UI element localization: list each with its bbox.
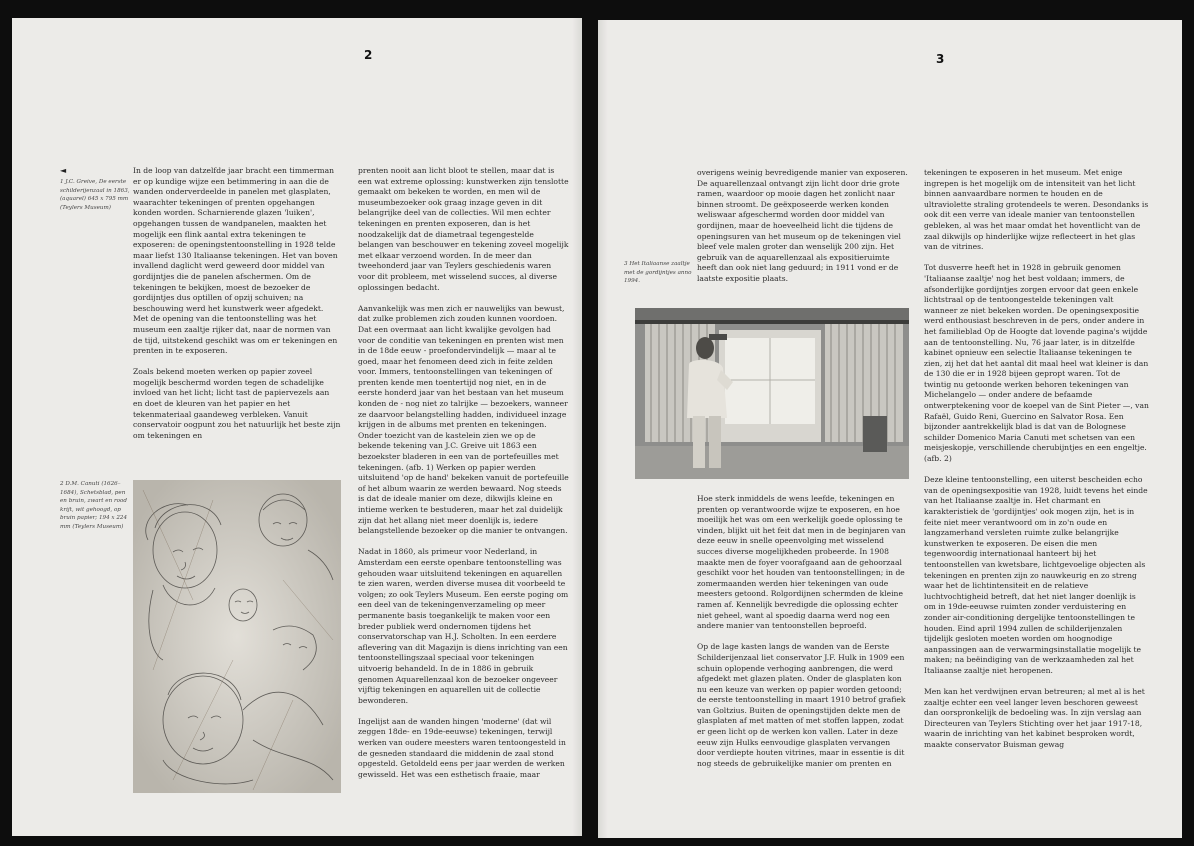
right-page [598, 20, 1182, 838]
paragraph: Zoals bekend moeten werken op papier zoveel mogelijk beschermd worden tegen de schadelijke invloed van het licht; licht tast de papiervezels aan en doet de kleuren van het papier en het tekenmateriaal gaandeweg verbleken. Vanuit conservatoir oogpunt zou het natuurlijk het beste zijn om tekeningen en [133, 367, 341, 440]
page-number: 3 [936, 52, 945, 66]
arrow-left-icon: ◄ [60, 166, 67, 175]
page-number: 2 [364, 48, 373, 62]
paragraph: In de loop van datzelfde jaar bracht een timmerman er op kundige wijze een betimmering in aan die de wanden onderverdeelde in panelen met glasplaten, waarachter tekeningen of prenten opgehangen konden worden. Scharnierende glazen 'luiken', opgehangen tussen de wandpanelen, maakten het mogelijk een flink aantal extra tekeningen te exposeren: de openingstentoonstelling in 1928 telde maar liefst 130 Italiaanse tekeningen. Het van boven invallend daglicht werd geweerd door middel van gordijntjes die de panelen afschermen. Om de tekeningen te bekijken, moest de bezoeker de gordijntjes dus optillen of opzij schuiven; na beschouwing werd het kunstwerk weer afgedekt. Met de opening van die tentoonstelling was het museum een zaaltje rijker dat, naar de normen van de tijd, uitstekend geschikt was om er tekeningen en prenten in te exposeren. [133, 166, 338, 356]
figure-sketch-sheet [133, 480, 341, 793]
paragraph: Deze kleine tentoonstelling, een uiterst bescheiden echo van de openingsexpositie van 1928, luidt tevens het einde van het Italiaanse zaaltje in. Het charmant en karakteristiek de 'gordijntjes' ook mogen zijn, het is in feite niet meer verantwoord om in zo'n oude en langzamerhand versleten ruimte zulke belangrijke kunstwerken te exposeren. De eisen die men tegenwoordig internationaal hanteert bij het tentoonstellen van kwetsbare, lichtgevoelige objecten als tekeningen en prenten zijn zo nauwkeurig en zo streng waar het de lichtintensiteit en de relatieve luchtvochtigheid betreft, dat het niet langer doenlijk is om in 19de-eeuwse ruimten zonder verduistering en zonder air-conditioning dergelijke tentoonstellingen te houden. Eind april 1994 zullen de schilderijenzalen tijdelijk gesloten moeten worden om hoognodige aanpassingen aan de verwarmingsinstallatie mogelijk te maken; na beëindiging van de werkzaamheden zal het Italiaanse zaaltje niet heropenen. [924, 475, 1148, 675]
paragraph: Aanvankelijk was men zich er nauwelijks van bewust, dat zulke problemen zich zouden kunnen voordoen. Dat een overmaat aan licht kwalijke gevolgen had voor de conditie van tekeningen en prenten wist men in de 18de eeuw - proefondervindelijk — maar al te goed, maar het fenomeen deed zich in feite zelden voor. Immers, tentoonstellingen van tekeningen of prenten kende men toentertijd nog niet, en in de eerste honderd jaar van het bestaan van het museum konden de - nog niet zo talrijke — bezoekers, wanneer ze daarvoor belangstelling hadden, individueel inzage krijgen in de albums met prenten en tekeningen. Onder toezicht van de kastelein zien we op de bekende tekening van J.C. Greive uit 1863 een bezoekster bladeren in een van de portefeuilles met tekeningen. (afb. 1) Werken op papier werden uitsluitend 'op de hand' bekeken vanuit de portefeuille of het album waarin ze werden bewaard. Nog steeds is dat de ideale manier om deze, dikwijls kleine en intieme werken te bestuderen, maar het zal duidelijk zijn dat het allang niet meer doenlijk is, iedere belangstellende bezoeker op die manier te ontvangen. [358, 303, 569, 536]
paragraph: overigens weinig bevredigende manier van exposeren. De aquarellenzaal ontvangt zijn licht door drie grote ramen, waardoor op mooie dagen het zonlicht naar binnen stroomt. De geëxposeerde werken konden weliswaar afgeschermd worden door middel van gordijnen, maar de hoeveelheid licht die tijdens de openingsuren van het museum op de tekeningen viel bleef vele malen groter dan wenselijk 200 zijn. Het gebruik van de aquarellenzaal als expositieruimte heeft dan ook niet lang geduurd; in 1911 vond er de laatste expositie plaats. [697, 168, 908, 283]
right-column-1-top [697, 168, 909, 304]
left-column-1 [133, 166, 341, 456]
paragraph: Hoe sterk inmiddels de wens leefde, tekeningen en prenten op verantwoorde wijze te exposeren, en hoe moeilijk het was om een werkelijk goede oplossing te vinden, blijkt uit het feit dat men in de beginjaren van deze eeuw in snelle opeenvolging met wisselend succes diverse mogelijkheden probeerde. In 1908 maakte men de foyer voorafgaand aan de gehoorzaal geschikt voor het houden van tentoonstellingen; in de zomermaanden werden hier tekeningen van oude meesters getoond. Rolgordijnen schermden de kleine ramen af. Kennelijk bevredigde die oplossing echter niet geheel, want al spoedig daarna werd nog een andere manier van tentoonstellen beproefd. [697, 494, 906, 631]
paragraph: Nadat in 1860, als primeur voor Nederland, in Amsterdam een eerste openbare tentoonstelling was gehouden waar uitsluitend tekeningen en aquarellen te zien waren, werden diverse musea dit voorbeeld te volgen; zo ook Teylers Museum. Een eerste poging om een deel van de tekeningenverzameling op meer permanente basis toegankelijk te maken voor een breder publiek werd ondernomen tijdens het conservatorschap van H.J. Scholten. In een eerdere aflevering van dit Magazijn is diens inrichting van een tentoonstellingszaal speciaal voor tekeningen uitvoerig behandeld. In de in 1886 in gebruik genomen Aquarellenzaal kon de bezoeker ongeveer vijftig tekeningen en aquarellen uit de collectie bewonderen. [358, 547, 569, 705]
caption-figure-3: 3 Het Italiaanse zaaltje met de gordijntjes anno 1994. [624, 261, 692, 284]
paragraph: tekeningen te exposeren in het museum. Met enige ingrepen is het mogelijk om de intensiteit van het licht binnen aanvaardbare normen te houden en de ultraviolette straling grotendeels te weren. Desondanks is ook dit een verre van ideale manier van tentoonstellen gebleken, al was het maar omdat het hoventlicht van de zaal dikwijls op hinderlijke wijze reflecteert in het glas van de vitrines. [924, 168, 1149, 252]
right-column-2 [924, 168, 1149, 802]
figure-italian-room-photo [635, 308, 909, 479]
caption-figure-2: 2 D.M. Canuti (1626–1684), Schetsblad, pen en bruin, zwart en rood krijt, wit gehoogd, op bruin papier; 194 x 224 mm (Teylers Museum) [60, 481, 128, 530]
left-column-2 [358, 166, 570, 798]
right-column-1-bottom [697, 494, 909, 800]
paragraph: Tot dusverre heeft het in 1928 in gebruik genomen 'Italiaanse zaaltje' nog het best voldaan; immers, de afsonderlijke gordijntjes zorgen ervoor dat geen enkele lichtstraal op de tentoongestelde tekeningen valt wanneer ze niet bekeken worden. De openingsexpositie werd enthousiast beschreven in de pers, onder andere in het familieblad Op de Hoogte dat lovende pagina's wijdde aan de tentoonstelling. Nu, 76 jaar later, is in ditzelfde kabinet opnieuw een selectie Italiaanse tekeningen te zien, zij het dat het aantal dit maal heel wat kleiner is dan de 130 die er in 1928 bijeen gepropt waren. Tot de twintig nu getoonde werken behoren tekeningen van Michelangelo — onder andere de befaamde ontwerptekening voor de koepel van de Sint Pieter —, van Rafaël, Guido Reni, Guercino en Salvator Rosa. Een bijzonder aantrekkelijk blad is dat van de Bolognese schilder Domenico Maria Canuti met schetsen van een meisjeskopje, verschillende cherubijntjes en een engeltje. (afb. 2) [924, 263, 1149, 464]
paragraph: Op de lage kasten langs de wanden van de Eerste Schilderijenzaal liet conservator J.F. Hulk in 1909 een schuin oplopende verhoging aanbrengen, die werd afgedekt met glazen platen. Onder de glasplaten kon nu een keuze van werken op papier worden getoond; de eerste tentoonstelling in maart 1910 betrof grafiek van Goltzius. Buiten de openingstijden dekte men de glasplaten af met matten of met stoffen lappen, zodat er geen licht op de werken kon vallen. Later in deze eeuw zijn Hulks eenvoudige glasplaten vervangen door verdiepte houten vitrines, maar in essentie is dit nog steeds de gebruikelijke manier om prenten en [697, 642, 906, 768]
paragraph: Men kan het verdwijnen ervan betreuren; al met al is het zaaltje echter een veel langer leven beschoren geweest dan oorspronkelijk de bedoeling was. In zijn verslag aan Directeuren van Teylers Stichting over het jaar 1917-18, waarin de inrichting van het kabinet besproken wordt, maakte conservator Buisman gewag [924, 687, 1145, 750]
sketch-drawing [133, 480, 341, 793]
gutter-shadow [598, 20, 608, 838]
paragraph: prenten nooit aan licht bloot te stellen, maar dat is een wat extreme oplossing: kunstwerken zijn tenslotte gemaakt om bekeken te worden, en men wil de museumbezoeker ook graag inzage geven in dit belangrijke deel van de collecties. Wil men echter tekeningen en prenten exposeren, dan is het noodzakelijk dat de diametraal tegengestelde belangen van beschouwer en tekening zoveel mogelijk met elkaar verzoend worden. In de meer dan tweehonderd jaar van Teylers geschiedenis waren voor dit probleem, met wisselend succes, al diverse oplossingen bedacht. [358, 166, 569, 292]
room-photo [635, 308, 909, 479]
gutter-shadow [572, 18, 582, 836]
left-page [12, 18, 582, 836]
paragraph: Ingelijst aan de wanden hingen 'moderne' (dat wil zeggen 18de- en 19de-eeuwse) tekeningen, terwijl werken van oudere meesters waren tentoongesteld in de gesneden standaard die middenin de zaal stond opgesteld. Getoldeld eens per jaar werden de werken gewisseld. Het was een esthetisch fraaie, maar [358, 716, 566, 779]
caption-figure-1: 1 J.C. Greive, De eerste schilderijenzaal in 1863, (aquarel) 645 x 795 mm (Teylers Museum) [60, 179, 130, 211]
